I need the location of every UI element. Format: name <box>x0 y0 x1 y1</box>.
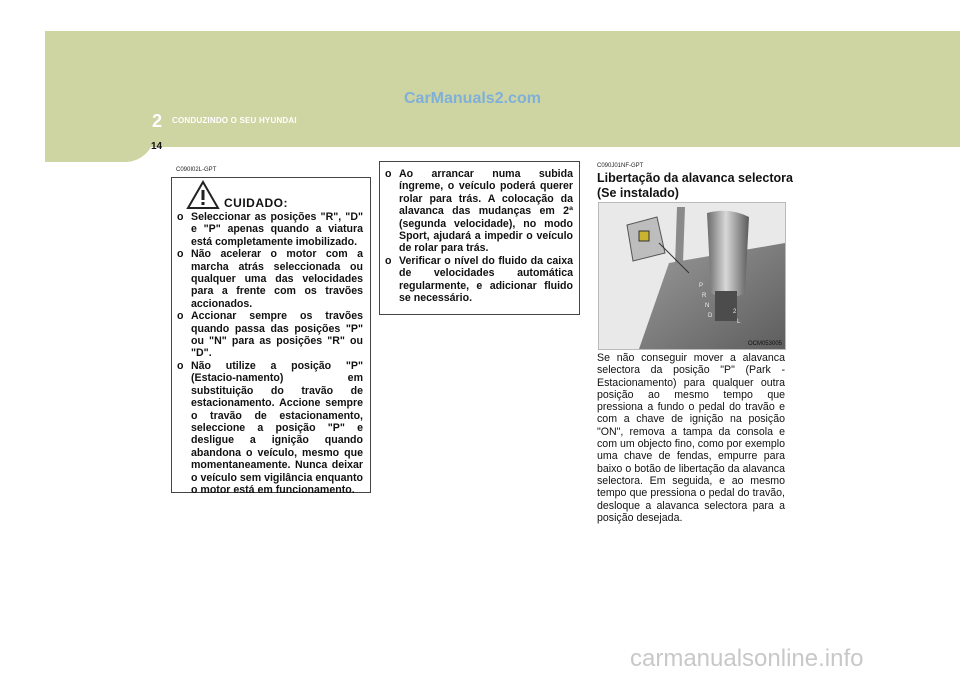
chapter-title: CONDUZINDO O SEU HYUNDAI <box>172 116 297 125</box>
gate-label: L <box>737 319 741 325</box>
list-item: o Não utilize a posição "P" (Estacio-namento) em substituição do travão de estacionamento. Accione sempre o travão de estacionamento, seleccione a posição "P" e desligue a ignição quando abandona o veículo, mesmo que momentaneamente. Nunca deixar o veículo sem vigilância enquanto o motor está em funcionamento. <box>177 359 363 496</box>
gate-label: R <box>702 293 707 299</box>
section-title-line1: Libertação da alavanca selectora <box>597 171 793 185</box>
chapter-number: 2 <box>152 111 163 131</box>
caution-code: C090I02L-GPT <box>176 167 217 173</box>
bullet-marker: o <box>385 168 392 180</box>
warning-triangle-icon <box>186 180 220 210</box>
bullet-marker: o <box>177 310 184 323</box>
list-item: o Verificar o nível do fluido da caixa de velocidades automática regularmente, e adicionar fluido se necessário. <box>385 254 573 305</box>
caution-list <box>177 211 363 496</box>
watermark-top[interactable]: CarManuals2.com <box>404 90 541 107</box>
shift-lever-illustration <box>598 202 786 350</box>
shift-lever-icon <box>599 203 785 349</box>
gate-label: P <box>699 283 704 289</box>
image-caption: OCM053005 <box>747 341 782 347</box>
header-band <box>45 31 960 147</box>
bullet-marker: o <box>177 359 184 372</box>
gate-label: D <box>708 313 713 319</box>
bullet-marker: o <box>385 254 392 267</box>
gate-label: 2 <box>733 309 737 315</box>
watermark-bottom[interactable]: carmanualsonline.info <box>630 645 864 672</box>
shift-lock-code: C090J01NF-GPT <box>597 163 644 169</box>
section-title-line2: (Se instalado) <box>597 186 679 200</box>
shift-lock-body: Se não conseguir mover a alavanca selectora da posição "P" (Park - Estacionamento) para qualquer outra posição ao mesmo tempo que pressiona a fundo o pedal do travão e com a chave de ignição na posição "ON", remova a tampa da consola e com um objecto fino, como por exemplo uma chave de fendas, empurre para baixo o botão de libertação da alavanca selectora. Em seguida, e ao mesmo tempo que pressiona o pedal do travão, desloque a alavanca selectora para a posição desejada. <box>597 352 785 524</box>
gate-label: N <box>705 303 710 309</box>
page-tab <box>45 132 155 162</box>
info-list <box>385 168 573 304</box>
bullet-marker: o <box>177 211 184 223</box>
bullet-marker: o <box>177 248 184 261</box>
list-item: o Não acelerar o motor com a marcha atrás seleccionada ou qualquer uma das velocidades para a frente com os travões accionados. <box>177 248 363 310</box>
list-item: o Seleccionar as posições "R", "D" e "P" apenas quando a viatura está completamente imobilizado. <box>177 211 363 248</box>
list-item: o Accionar sempre os travões quando passa das posições "P" ou "N" para as posições "R" ou "D". <box>177 310 363 360</box>
list-item: o Ao arrancar numa subida íngreme, o veículo poderá querer rolar para trás. A colocação da alavanca das mudanças em 2ª (segunda velocidade), no modo Sport, ajudará a impedir o veículo de rolar para trás. <box>385 168 573 255</box>
caution-title: CUIDADO: <box>224 196 288 210</box>
section-title <box>597 171 793 201</box>
page-number: 14 <box>151 141 163 152</box>
